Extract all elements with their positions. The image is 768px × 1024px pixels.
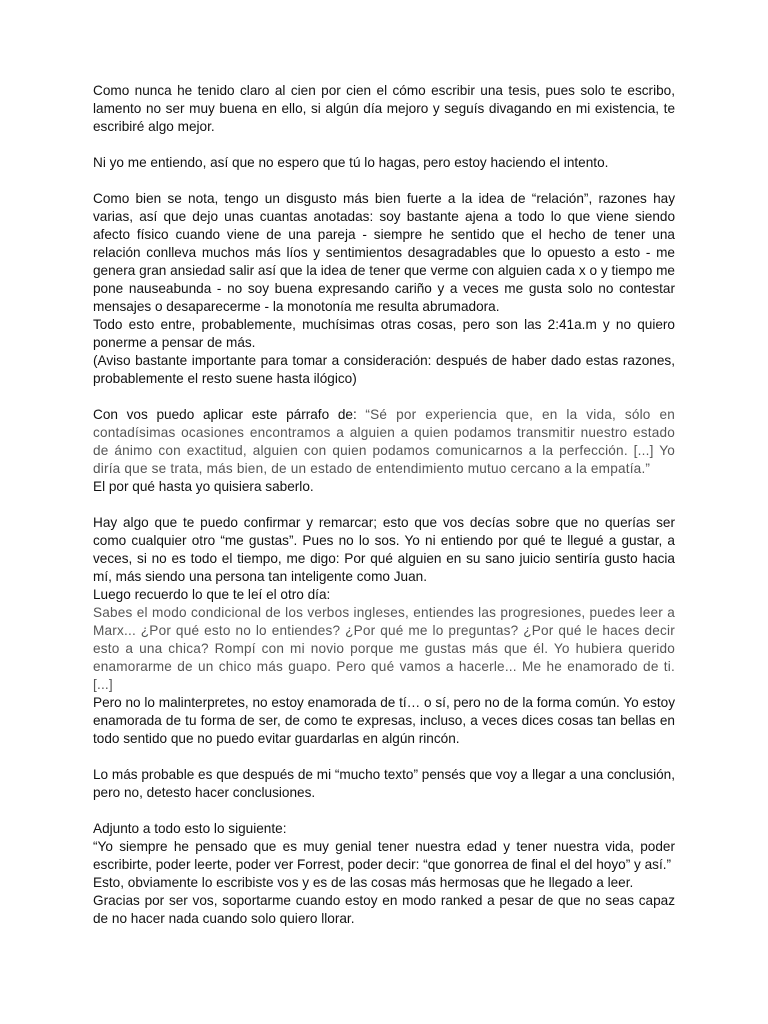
paragraph-gap [93,802,675,820]
paragraph-remember: Luego recuerdo lo que te leí el otro día: [93,587,331,602]
paragraph-confirm: Hay algo que te puedo confirmar y remarcar; esto que vos decías sobre que no querías ser como cualquier otro “me gustas”. Pues no lo sos. Yo ni entiendo por qué te llegué a gustar, a veces, si no es todo el tiempo, me digo: Por qué alguien en su sano juicio sentiría gusto hacia mí, más siendo una persona tan inteligente como Juan. [93,515,675,584]
paragraph-understanding: Ni yo me entiendo, así que no espero que tú lo hagas, pero estoy haciendo el intento. [93,155,609,170]
paragraph-attach: Adjunto a todo esto lo siguiente: [93,821,287,836]
paragraph-gap [93,388,675,406]
quoted-passage-marx: Sabes el modo condicional de los verbos ingleses, entiendes las progresiones, puedes leer a Marx... ¿Por qué esto no lo entiendes? ¿Por qué me lo preguntas? ¿Por qué le haces decir esto a una chica? Rompí con mi novio porque me gustas más que él. Yo hubiera querido enamorarme de un chico más guapo. Pero qué vamos a hacerle... Me he enamorado de ti. [...] [93,605,675,692]
paragraph-why: El por qué hasta yo quisiera saberlo. [93,479,314,494]
paragraph-thesis-intro: Como nunca he tenido claro al cien por cien el cómo escribir una tesis, pues solo te escribo, lamento no ser muy buena en ello, si algún día mejoro y seguís divagando en mi existencia, te escribiré algo mejor. [93,83,675,134]
paragraph-gap [93,748,675,766]
paragraph-gap [93,136,675,154]
document-page [93,82,675,928]
paragraph-gap [93,496,675,514]
paragraph-late-night: Todo esto entre, probablemente, muchísimas otras cosas, pero son las 2:41a.m y no quiero ponerme a pensar de más. [93,317,675,350]
paragraph-notice: (Aviso bastante importante para tomar a consideración: después de haber dado estas razones, probablemente el resto suene hasta ilógico) [93,353,675,386]
paragraph-gap [93,172,675,190]
paragraph-not-in-love: Pero no lo malinterpretes, no estoy enamorada de tí… o sí, pero no de la forma común. Yo estoy enamorada de tu forma de ser, de como te expresas, incluso, a veces dices cosas tan bellas en todo sentido que no puedo evitar guardarlas en algún rincón. [93,695,675,746]
paragraph-you-wrote: Esto, obviamente lo escribiste vos y es de las cosas más hermosas que he llegado a leer. [93,875,634,890]
paragraph-relationship-reasons: Como bien se nota, tengo un disgusto más bien fuerte a la idea de “relación”, razones hay varias, así que dejo unas cuantas anotadas: soy bastante ajena a todo lo que viene siendo afecto físico cuando viene de una pareja - siempre he sentido que el hecho de tener una relación conlleva muchos más líos y sentimientos desagradables que lo opuesto a esto - me genera gran ansiedad salir así que la idea de tener que verme con alguien cada x o y tiempo me pone nauseabunda - no soy buena expresando cariño y a veces me gusta solo no contestar mensajes o desaparecerme - la monotonía me resulta abrumadora. [93,191,675,314]
quoted-passage: “Sé por experiencia que, en la vida, sólo en contadísimas ocasiones encontramos a alguien a quien podamos transmitir nuestro estado de ánimo con exactitud, alguien con quien podamos comunicarnos a la perfección. [...] Yo diría que se trata, más bien, de un estado de entendimiento mutuo cercano a la empatía.” [93,407,675,476]
quote-intro: Con vos puedo aplicar este párrafo de: [93,407,366,422]
paragraph-thanks: Gracias por ser vos, soportarme cuando estoy en modo ranked a pesar de que no seas capaz de no hacer nada cuando solo quiero llorar. [93,893,675,926]
paragraph-quote-empathy [93,406,675,478]
paragraph-conclusion: Lo más probable es que después de mi “mucho texto” pensés que voy a llegar a una conclusión, pero no, detesto hacer conclusiones. [93,767,675,800]
paragraph-quote-forrest: “Yo siempre he pensado que es muy genial tener nuestra edad y tener nuestra vida, poder escribirte, poder leerte, poder ver Forrest, poder decir: “que gonorrea de final el del hoyo” y así.” [93,839,675,872]
